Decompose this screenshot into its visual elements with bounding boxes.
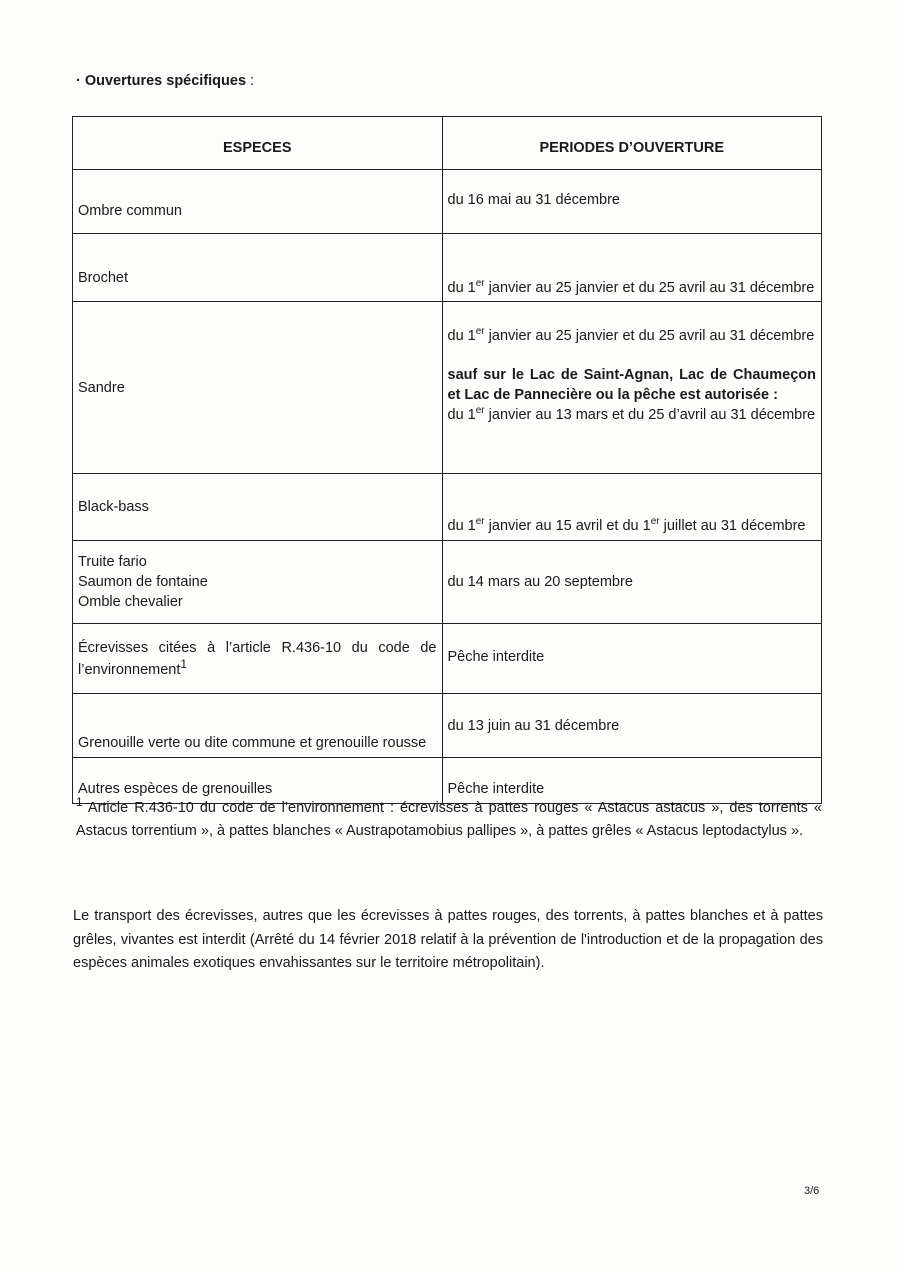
table-row — [73, 302, 822, 474]
table-row — [73, 541, 822, 624]
table-header-row — [73, 117, 822, 170]
period-truite: du 14 mars au 20 septembre — [442, 541, 822, 624]
table-row — [73, 170, 822, 234]
header-periods: PERIODES D’OUVERTURE — [442, 117, 822, 170]
period-sandre-lakes: du 1er janvier au 13 mars et du 25 d’avril au 31 décembre — [447, 405, 816, 423]
footnote-mark: 1 — [76, 795, 83, 809]
table-row — [73, 694, 822, 758]
section-heading-label: · Ouvertures spécifiques — [76, 73, 247, 89]
table-row — [73, 234, 822, 302]
transport-paragraph: Le transport des écrevisses, autres que les écrevisses à pattes rouges, des torrents, à pattes blanches et à pattes grêles, vivantes est interdit (Arrêté du 14 février 2018 relatif à la prévention de l'introduction et de la propagation des espèces animales exotiques envahissantes sur le territoire métropolitain). — [73, 908, 823, 971]
period-brochet: du 1er janvier au 25 janvier et du 25 avril au 31 décembre — [442, 234, 822, 302]
period-blackbass: du 1er janvier au 15 avril et du 1er juillet au 31 décembre — [442, 474, 822, 541]
species-grenouille: Grenouille verte ou dite commune et grenouille rousse — [73, 694, 443, 758]
period-sandre-exception: sauf sur le Lac de Saint-Agnan, Lac de Chaumeçon et Lac de Pannecière ou la pêche est autorisée : — [447, 367, 816, 403]
period-sandre-general: du 1er janvier au 25 janvier et du 25 avril au 31 décembre — [447, 326, 815, 344]
species-sandre: Sandre — [73, 302, 443, 474]
footnote — [76, 797, 822, 843]
species-autres: Autres espèces de grenouilles — [73, 758, 443, 804]
period-sandre — [442, 302, 822, 474]
opening-periods-table — [72, 116, 822, 804]
species-ecrevisses: Écrevisses citées à l’article R.436-10 du code de l’environnement$^1$ — [73, 624, 443, 694]
table-row — [73, 474, 822, 541]
species-ombre: Ombre commun — [73, 170, 443, 234]
footnote-text: Article R.436-10 du code de l’environnement : écrevisses à pattes rouges « Astacus astacus », des torrents « Astacus torrentium », à pattes blanches « Austrapotamobius pallipes », à pattes grêles « Astacus leptodactylus ». — [76, 800, 822, 839]
species-blackbass: Black-bass — [73, 474, 443, 541]
header-species: ESPECES — [73, 117, 443, 170]
period-autres: Pêche interdite — [442, 758, 822, 804]
species-brochet: Brochet — [73, 234, 443, 302]
table-row — [73, 624, 822, 694]
species-truite: Truite fario Saumon de fontaine Omble chevalier — [73, 541, 443, 624]
section-heading-colon: : — [246, 73, 255, 89]
period-ombre: du 16 mai au 31 décembre — [442, 170, 822, 234]
page-number: 3/6 — [804, 1185, 820, 1197]
period-grenouille: du 13 juin au 31 décembre — [442, 694, 822, 758]
period-ecrevisses: Pêche interdite — [442, 624, 822, 694]
section-heading — [76, 73, 254, 89]
